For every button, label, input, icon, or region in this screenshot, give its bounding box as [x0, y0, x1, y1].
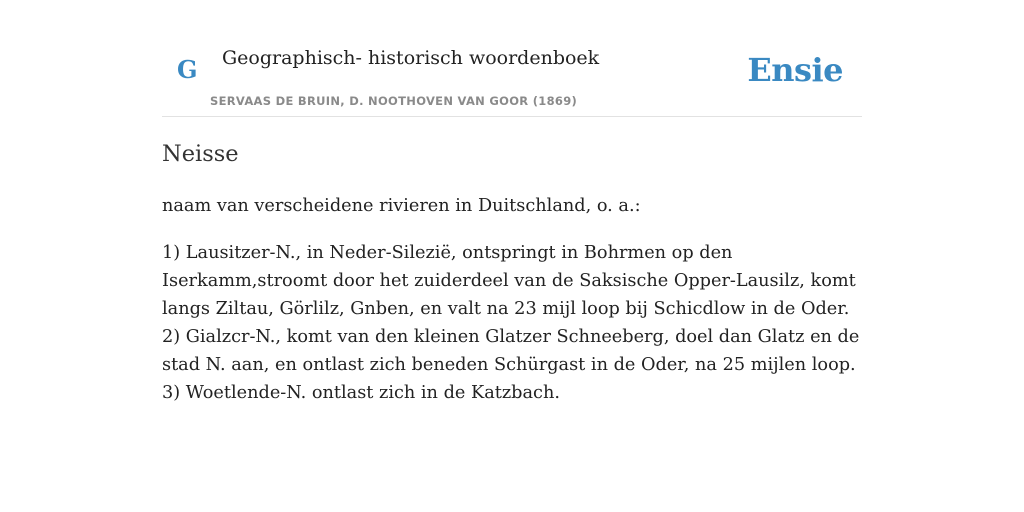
- dictionary-logo-icon[interactable]: G: [177, 55, 198, 84]
- entry-body: [162, 192, 864, 407]
- entry-item: 1) Lausitzer-N., in Neder-Silezië, ontspringt in Bohrmen op den Iserkamm,stroomt door het zuiderdeel van de Saksische Opper-Lausilz, komt langs Ziltau, Görlilz, Gnben, en valt na 23 mijl loop bij Schicdlow in de Oder.: [162, 243, 856, 319]
- entry-item: 2) Gialzcr-N., komt van den kleinen Glatzer Schneeberg, doel dan Glatz en de stad N. aan, en ontlast zich beneden Schürgast in de Oder, na 25 mijlen loop.: [162, 327, 860, 375]
- entry-item: 3) Woetlende-N. ontlast zich in de Katzbach.: [162, 383, 560, 403]
- entry-items: [162, 239, 864, 407]
- entry-intro: naam van verscheidene rivieren in Duitschland, o. a.:: [162, 196, 641, 216]
- dictionary-authors: SERVAAS DE BRUIN, D. NOOTHOVEN VAN GOOR (1869): [210, 94, 578, 108]
- ensie-brand-logo[interactable]: Ensie: [747, 51, 843, 89]
- dictionary-title-link[interactable]: Geographisch- historisch woordenboek: [222, 47, 600, 69]
- dictionary-header: [162, 40, 862, 117]
- entry-title: Neisse: [162, 141, 239, 167]
